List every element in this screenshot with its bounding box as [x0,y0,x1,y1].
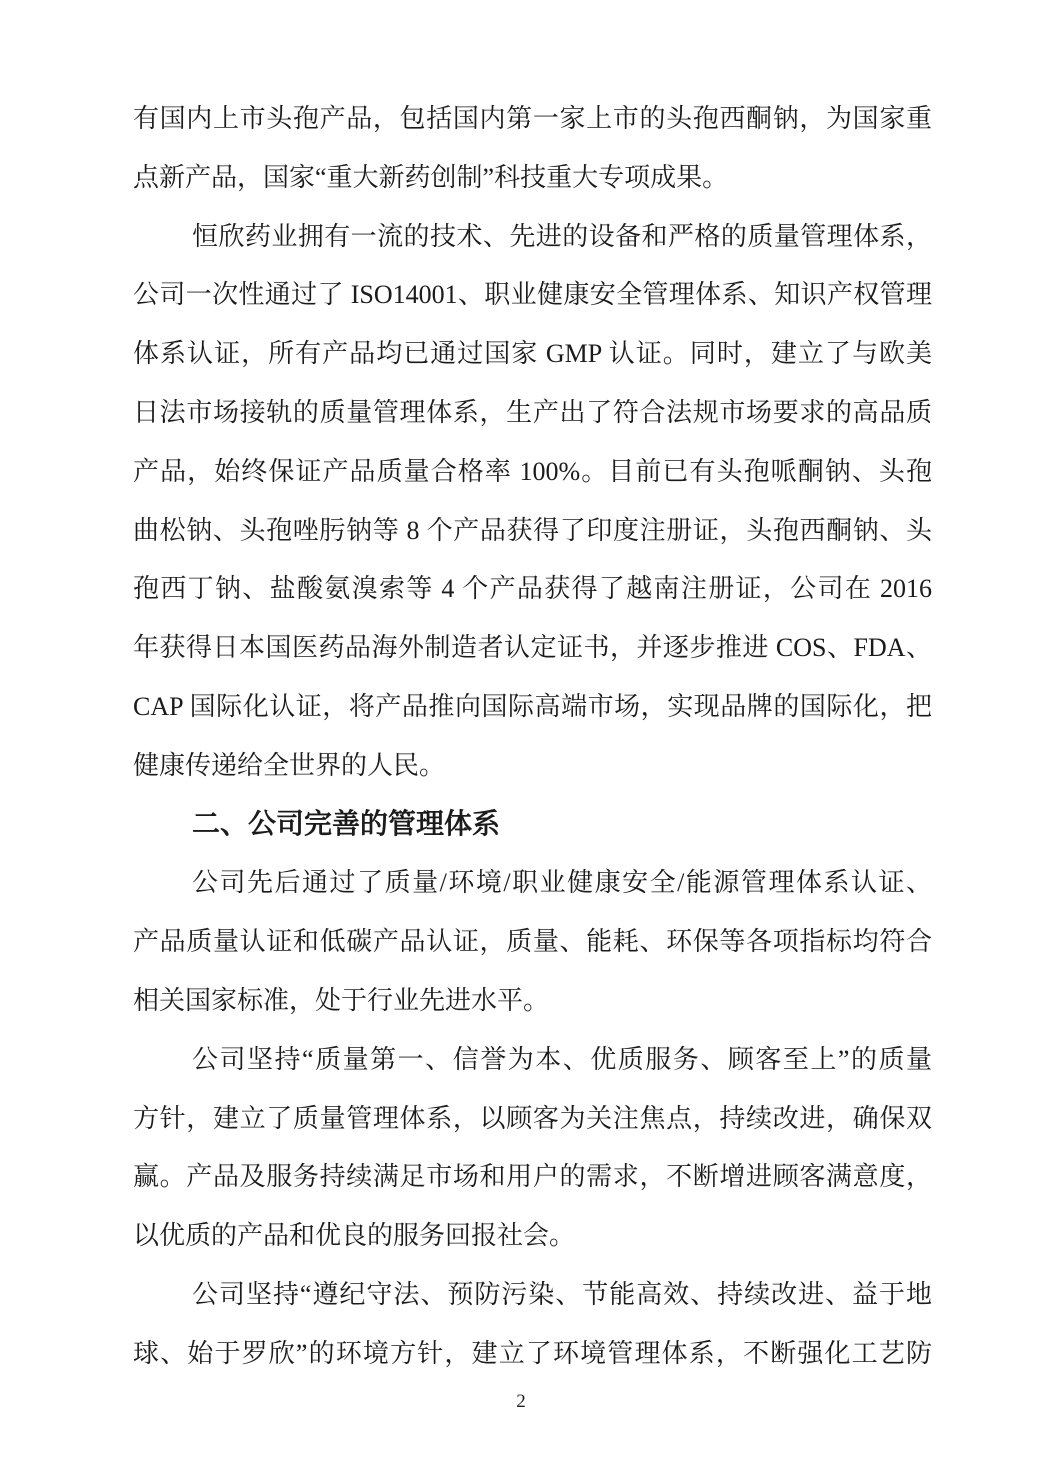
document-body [133,90,932,1384]
text-line: 公司先后通过了质量/环境/职业健康安全/能源管理体系认证、 [192,868,932,898]
text-line: 公司一次性通过了 ISO14001、职业健康安全管理体系、知识产权管理 [133,280,932,310]
text-line: 以优质的产品和优良的服务回报社会。 [133,1221,576,1251]
text-line: 有国内上市头孢产品，包括国内第一家上市的头孢西酮钠，为国家重 [133,104,932,133]
text-line: 点新产品，国家“重大新药创制”科技重大专项成果。 [133,162,729,192]
text-line: 产品，始终保证产品质量合格率 100%。目前已有头孢哌酮钠、头孢 [133,456,932,486]
text-line: 球、始于罗欣”的环境方针，建立了环境管理体系，不断强化工艺防 [133,1338,932,1368]
text-line: 赢。产品及服务持续满足市场和用户的需求，不断增进顾客满意度， [133,1162,932,1192]
text-line: 公司坚持“质量第一、信誉为本、优质服务、顾客至上”的质量 [192,1044,932,1074]
text-line: 年获得日本国医药品海外制造者认定证书，并逐步推进 COS、FDA、 [133,633,932,663]
text-line: 健康传递给全世界的人民。 [133,750,446,780]
text-line: 曲松钠、头孢唑肟钠等 8 个产品获得了印度注册证，头孢西酮钠、头 [133,515,932,545]
section-heading: 二、公司完善的管理体系 [192,808,501,840]
text-line: 产品质量认证和低碳产品认证，质量、能耗、环保等各项指标均符合 [133,927,932,957]
text-line: 体系认证，所有产品均已通过国家 GMP 认证。同时，建立了与欧美 [133,339,932,369]
text-line: 恒欣药业拥有一流的技术、先进的设备和严格的质量管理体系， [192,221,932,251]
text-line: 方针，建立了质量管理体系，以顾客为关注焦点，持续改进，确保双 [133,1103,932,1133]
text-line: 日法市场接轨的质量管理体系，生产出了符合法规市场要求的高品质 [133,397,932,427]
text-line: 孢西丁钠、盐酸氨溴索等 4 个产品获得了越南注册证，公司在 2016 [133,574,932,604]
text-line: 相关国家标准，处于行业先进水平。 [133,985,550,1015]
text-line: CAP 国际化认证，将产品推向国际高端市场，实现品牌的国际化，把 [133,691,932,721]
text-line: 公司坚持“遵纪守法、预防污染、节能高效、持续改进、益于地 [192,1279,932,1309]
page-number: 2 [516,1391,526,1412]
